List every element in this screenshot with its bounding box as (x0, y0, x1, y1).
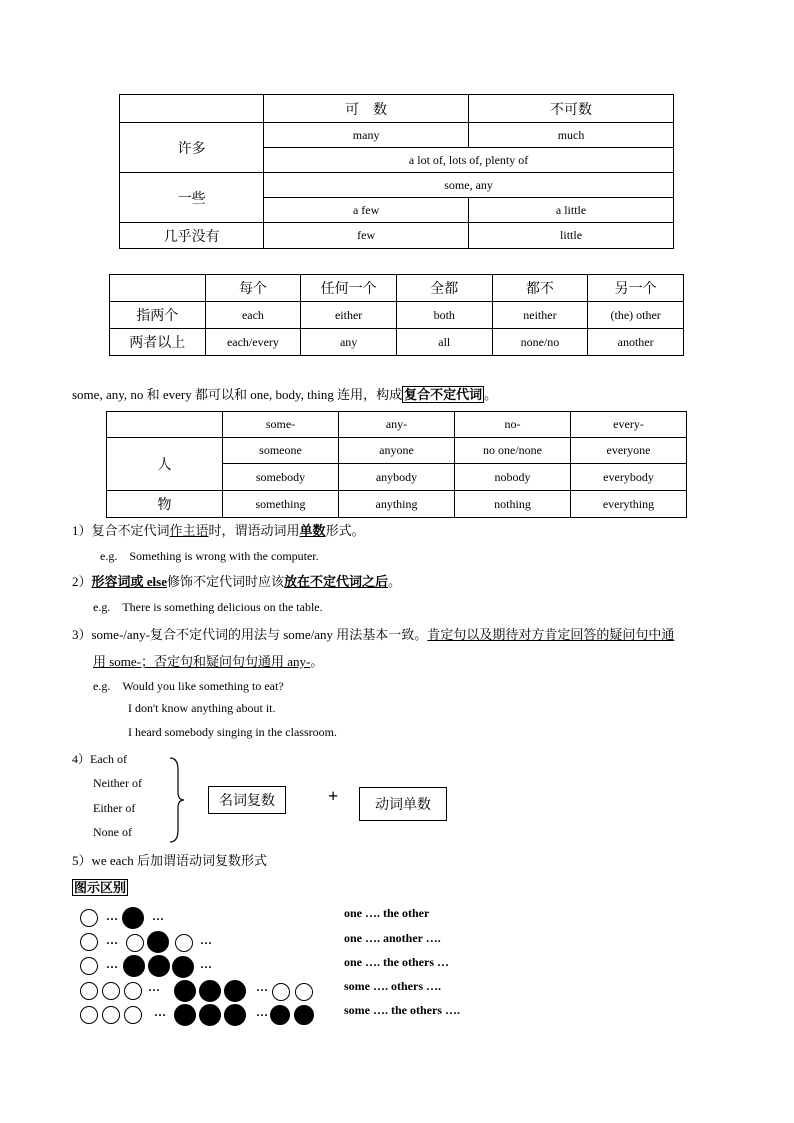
table2-header: 任何一个 (301, 275, 397, 302)
diagram-label: one …. the others … (344, 955, 449, 969)
intro-line (72, 384, 497, 403)
filled-circle-icon (174, 1004, 196, 1026)
intro-text: some, any, no 和 every 都可以和 one, body, thing 连用，构成 (72, 387, 403, 402)
table2-header: 另一个 (588, 275, 684, 302)
diagram-label: one …. the other (344, 906, 430, 920)
table1-label-many: 许多 (120, 123, 264, 173)
rule-1-text: 时，谓语动词用 (208, 523, 300, 538)
singular-verb-box: 动词单数 (359, 787, 447, 821)
rule-5: 5）we each 后加谓语动词复数形式 (72, 853, 267, 868)
ellipsis: … (200, 957, 212, 971)
filled-circle-icon (123, 955, 145, 977)
ellipsis: … (256, 1005, 268, 1019)
ellipsis: … (106, 957, 118, 971)
rule-3 (72, 624, 674, 643)
table2-header: 都不 (492, 275, 588, 302)
filled-circle-icon (172, 956, 194, 978)
table3-header: any- (339, 412, 455, 438)
rule-3-underlined: 用 some-；否定句和疑问句句通用 any- (93, 654, 311, 669)
table3-cell: something (223, 491, 339, 518)
intro-end: 。 (484, 387, 498, 402)
table2-cell: (the) other (588, 302, 684, 329)
table1-label-none: 几乎没有 (120, 223, 264, 249)
diagram-label: some …. others …. (344, 979, 441, 993)
open-circle-icon (80, 957, 98, 975)
table3-cell: everything (571, 491, 687, 518)
table3-header: no- (455, 412, 571, 438)
ellipsis: … (154, 1005, 166, 1019)
table3-cell: anybody (339, 464, 455, 491)
rule-4-item: None of (93, 825, 132, 839)
table2-cell: any (301, 329, 397, 356)
table2-cell: none/no (492, 329, 588, 356)
table3-cell: nobody (455, 464, 571, 491)
filled-circle-icon (174, 980, 196, 1002)
open-circle-icon (80, 933, 98, 951)
rule-3-underlined: 肯定句以及期待对方肯定回答的疑问句中通 (427, 627, 675, 642)
ellipsis: … (152, 909, 164, 923)
filled-circle-icon (294, 1005, 314, 1025)
filled-circle-icon (270, 1005, 290, 1025)
rule-1-emphasis: 单数 (299, 523, 326, 538)
rule-3-text: 3）some-/any-复合不定代词的用法与 some/any 用法基本一致。 (72, 627, 428, 642)
filled-circle-icon (224, 980, 246, 1002)
table3-cell: everybody (571, 464, 687, 491)
rule-1 (72, 520, 365, 539)
table1-header-uncountable: 不可数 (469, 95, 674, 123)
rule-1-text: 1）复合不定代词 (72, 523, 170, 538)
open-circle-icon (80, 909, 98, 927)
filled-circle-icon (122, 907, 144, 929)
open-circle-icon (102, 1006, 120, 1024)
rule-2-text: 修饰不定代词时应该 (166, 574, 284, 589)
table2-cell: either (301, 302, 397, 329)
compound-pronoun-table (106, 411, 687, 518)
table3-person-label: 人 (107, 438, 223, 491)
right-brace-icon (168, 756, 188, 844)
table3-cell: anything (339, 491, 455, 518)
rule-1-underlined: 作主语 (169, 523, 209, 538)
table1-header-countable: 可 数 (264, 95, 469, 123)
table1-cell-much: much (469, 123, 674, 148)
table3-cell: someone (223, 438, 339, 464)
table2-cell: another (588, 329, 684, 356)
table1-cell-many: many (264, 123, 469, 148)
ellipsis: … (106, 933, 118, 947)
rule-2-text: 。 (388, 574, 402, 589)
table1-corner (120, 95, 264, 123)
table2-cell: both (396, 302, 492, 329)
table3-header: some- (223, 412, 339, 438)
open-circle-icon (175, 934, 193, 952)
plural-noun-box: 名词复数 (208, 786, 286, 814)
diagram-title (72, 877, 128, 896)
table3-header: every- (571, 412, 687, 438)
open-circle-icon (126, 934, 144, 952)
table1-cell-lot: a lot of, lots of, plenty of (264, 148, 674, 173)
rule-1-example: e.g. Something is wrong with the computer. (100, 549, 319, 563)
pronoun-table (109, 274, 684, 356)
table1-cell-few: few (264, 223, 469, 249)
quantity-table (119, 94, 674, 249)
rule-4-item: 4）Each of (72, 752, 127, 766)
table1-cell-some-any: some, any (264, 173, 674, 198)
table3-cell: everyone (571, 438, 687, 464)
table3-corner (107, 412, 223, 438)
rule-1-text: 形式。 (325, 523, 365, 538)
filled-circle-icon (199, 980, 221, 1002)
table3-cell: somebody (223, 464, 339, 491)
ellipsis: … (256, 980, 268, 994)
plus-sign: + (328, 786, 339, 806)
rule-2-emphasis: 形容词或 else (91, 574, 167, 589)
open-circle-icon (102, 982, 120, 1000)
table2-row-label: 指两个 (110, 302, 206, 329)
diagram-label: one …. another …. (344, 931, 441, 945)
rule-4-item: Either of (93, 801, 136, 815)
rule-2-emphasis: 放在不定代词之后 (284, 574, 389, 589)
rule-3-text: 。 (310, 654, 324, 669)
ellipsis: … (106, 909, 118, 923)
table2-header: 全都 (396, 275, 492, 302)
diagram-label: some …. the others …. (344, 1003, 460, 1017)
filled-circle-icon (224, 1004, 246, 1026)
rule-2 (72, 571, 401, 590)
table1-label-some: 一些 (120, 173, 264, 223)
table1-cell-little: little (469, 223, 674, 249)
table2-corner (110, 275, 206, 302)
table3-thing-label: 物 (107, 491, 223, 518)
table2-cell: each/every (205, 329, 301, 356)
ellipsis: … (200, 933, 212, 947)
filled-circle-icon (147, 931, 169, 953)
rule-2-example: e.g. There is something delicious on the table. (93, 600, 323, 614)
open-circle-icon (80, 982, 98, 1000)
table1-cell-a-little: a little (469, 198, 674, 223)
open-circle-icon (295, 983, 313, 1001)
rule-3-example-1: e.g. Would you like something to eat? (93, 679, 284, 693)
open-circle-icon (272, 983, 290, 1001)
rule-3-cont (93, 651, 323, 670)
filled-circle-icon (148, 955, 170, 977)
table3-cell: nothing (455, 491, 571, 518)
intro-boxed-term: 复合不定代词 (404, 387, 483, 402)
table2-row-label: 两者以上 (110, 329, 206, 356)
table2-cell: all (396, 329, 492, 356)
diagram-title-text: 图示区别 (74, 880, 127, 895)
table3-cell: anyone (339, 438, 455, 464)
table3-cell: no one/none (455, 438, 571, 464)
rule-3-example-2: I don't know anything about it. (128, 701, 276, 715)
rule-2-text: 2） (72, 574, 92, 589)
ellipsis: … (148, 980, 160, 994)
rule-4-item: Neither of (93, 776, 142, 790)
open-circle-icon (80, 1006, 98, 1024)
table2-cell: each (205, 302, 301, 329)
table2-header: 每个 (205, 275, 301, 302)
table1-cell-a-few: a few (264, 198, 469, 223)
open-circle-icon (124, 1006, 142, 1024)
filled-circle-icon (199, 1004, 221, 1026)
rule-3-example-3: I heard somebody singing in the classroom. (128, 725, 337, 739)
open-circle-icon (124, 982, 142, 1000)
table2-cell: neither (492, 302, 588, 329)
